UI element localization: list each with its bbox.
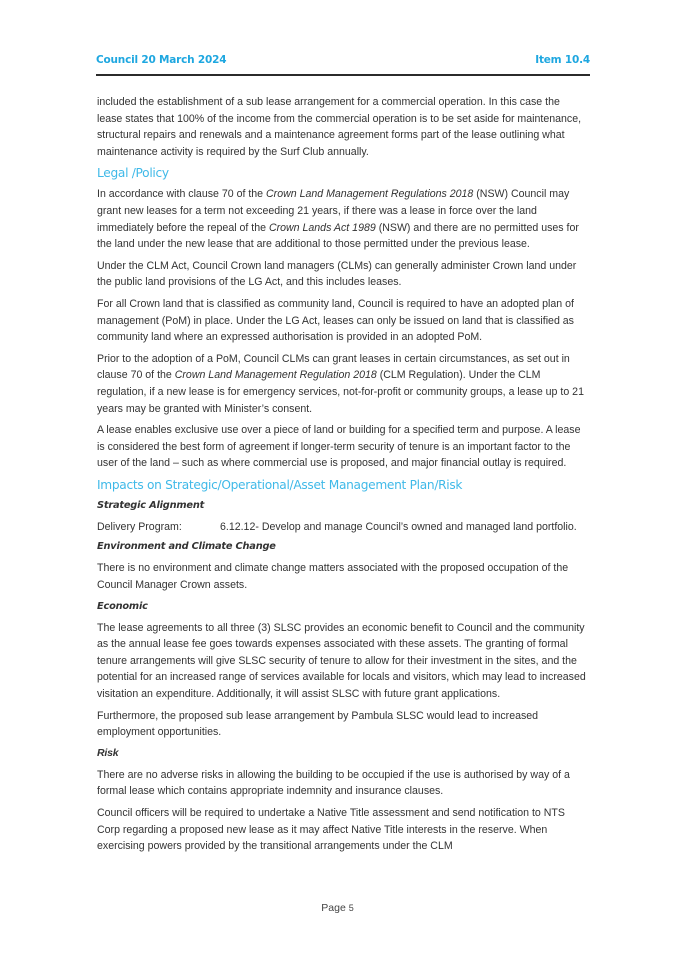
- section-heading-legal-policy: Legal /Policy: [97, 166, 169, 181]
- page-label: Page: [321, 902, 346, 914]
- paragraph: There are no adverse risks in allowing the building to be occupied if the use is authorised by way of a formal lease which contains appropriate indemnity and insurance clauses.: [97, 768, 570, 798]
- page-number: 5: [348, 903, 354, 913]
- paragraph: The lease agreements to all three (3) SLSC provides an economic benefit to Council and the community as the annual lease fee goes towards expenses associated with these assets. The granting of formal tenure arrangements will give SLSC security of tenure to allow for their investment in the sites, and the potential for an increased range of services available for locals and visitors, which may lead to increased visitation an expenditure. Additionally, it will assist SLSC with future grant applications.: [97, 621, 586, 701]
- meeting-title: Council 20 March 2024: [96, 54, 227, 66]
- delivery-program-row: [97, 519, 587, 536]
- paragraph: Prior to the adoption of a PoM, Council CLMs can grant leases in certain circumstances, as set out in clause 70 of the Crown Land Management Regulation 2018 (CLM Regulation). Under the CLM regulation, if a new lease is for emergency services, not-for-profit or community groups, a lease up to 21 years may be granted with Minister’s consent.: [97, 352, 584, 415]
- paragraph: A lease enables exclusive use over a piece of land or building for a specified term and purpose. A lease is considered the best form of agreement if longer-term security of tenure is an important factor to the user of the land – such as where commercial use is proposed, and major financial outlay is required.: [97, 424, 581, 470]
- paragraph: For all Crown land that is classified as community land, Council is required to have an adopted plan of management (PoM) in place. Under the LG Act, leases can only be issued on land that is classified as community land where an expressed authorisation is provided in an adopted PoM.: [97, 297, 574, 344]
- section-heading-impacts: Impacts on Strategic/Operational/Asset Management Plan/Risk: [97, 477, 463, 492]
- delivery-program-label: Delivery Program:: [97, 520, 182, 533]
- document-body: [97, 94, 587, 860]
- paragraph: Under the CLM Act, Council Crown land managers (CLMs) can generally administer Crown land under the public land provisions of the LG Act, and this includes leases.: [97, 259, 577, 289]
- subheading-risk: Risk: [97, 746, 119, 759]
- subheading-environment: Environment and Climate Change: [97, 541, 276, 553]
- delivery-program-value: 6.12.12- Develop and manage Council’s owned and managed land portfolio.: [220, 520, 577, 533]
- paragraph: Council officers will be required to undertake a Native Title assessment and send notification to NTS Corp regarding a proposed new lease as it may affect Native Title interests in the reserve. When exercising powers provided by the transitional arrangements under the CLM: [97, 807, 565, 853]
- paragraph: In accordance with clause 70 of the Crown Land Management Regulations 2018 (NSW) Council may grant new leases for a term not exceeding 21 years, if there was a lease in force over the land immediately before the repeal of the Crown Lands Act 1989 (NSW) and there are no permitted uses for the land under the new lease that are additional to those permitted under the previous lease.: [97, 188, 579, 251]
- page-footer: [0, 902, 675, 914]
- act-title: Crown Land Management Regulations 2018: [266, 188, 474, 201]
- subheading-economic: Economic: [97, 600, 148, 612]
- paragraph: Furthermore, the proposed sub lease arrangement by Pambula SLSC would lead to increased employment opportunities.: [97, 709, 539, 739]
- act-title: Crown Lands Act 1989: [268, 221, 376, 234]
- page-header: [96, 52, 590, 76]
- paragraph: There is no environment and climate change matters associated with the proposed occupation of the Council Manager Crown assets.: [97, 562, 569, 592]
- subheading-strategic-alignment: Strategic Alignment: [97, 499, 205, 511]
- paragraph: included the establishment of a sub lease arrangement for a commercial operation. In this case the lease states that 100% of the income from the commercial operation is to be set aside for maintenance, structural repairs and renewals and a maintenance agreement forms part of the lease outlining what maintenance activity is required by the Surf Club annually.: [97, 96, 582, 158]
- act-title: Crown Land Management Regulation 2018: [174, 369, 377, 382]
- item-number: Item 10.4: [535, 54, 590, 66]
